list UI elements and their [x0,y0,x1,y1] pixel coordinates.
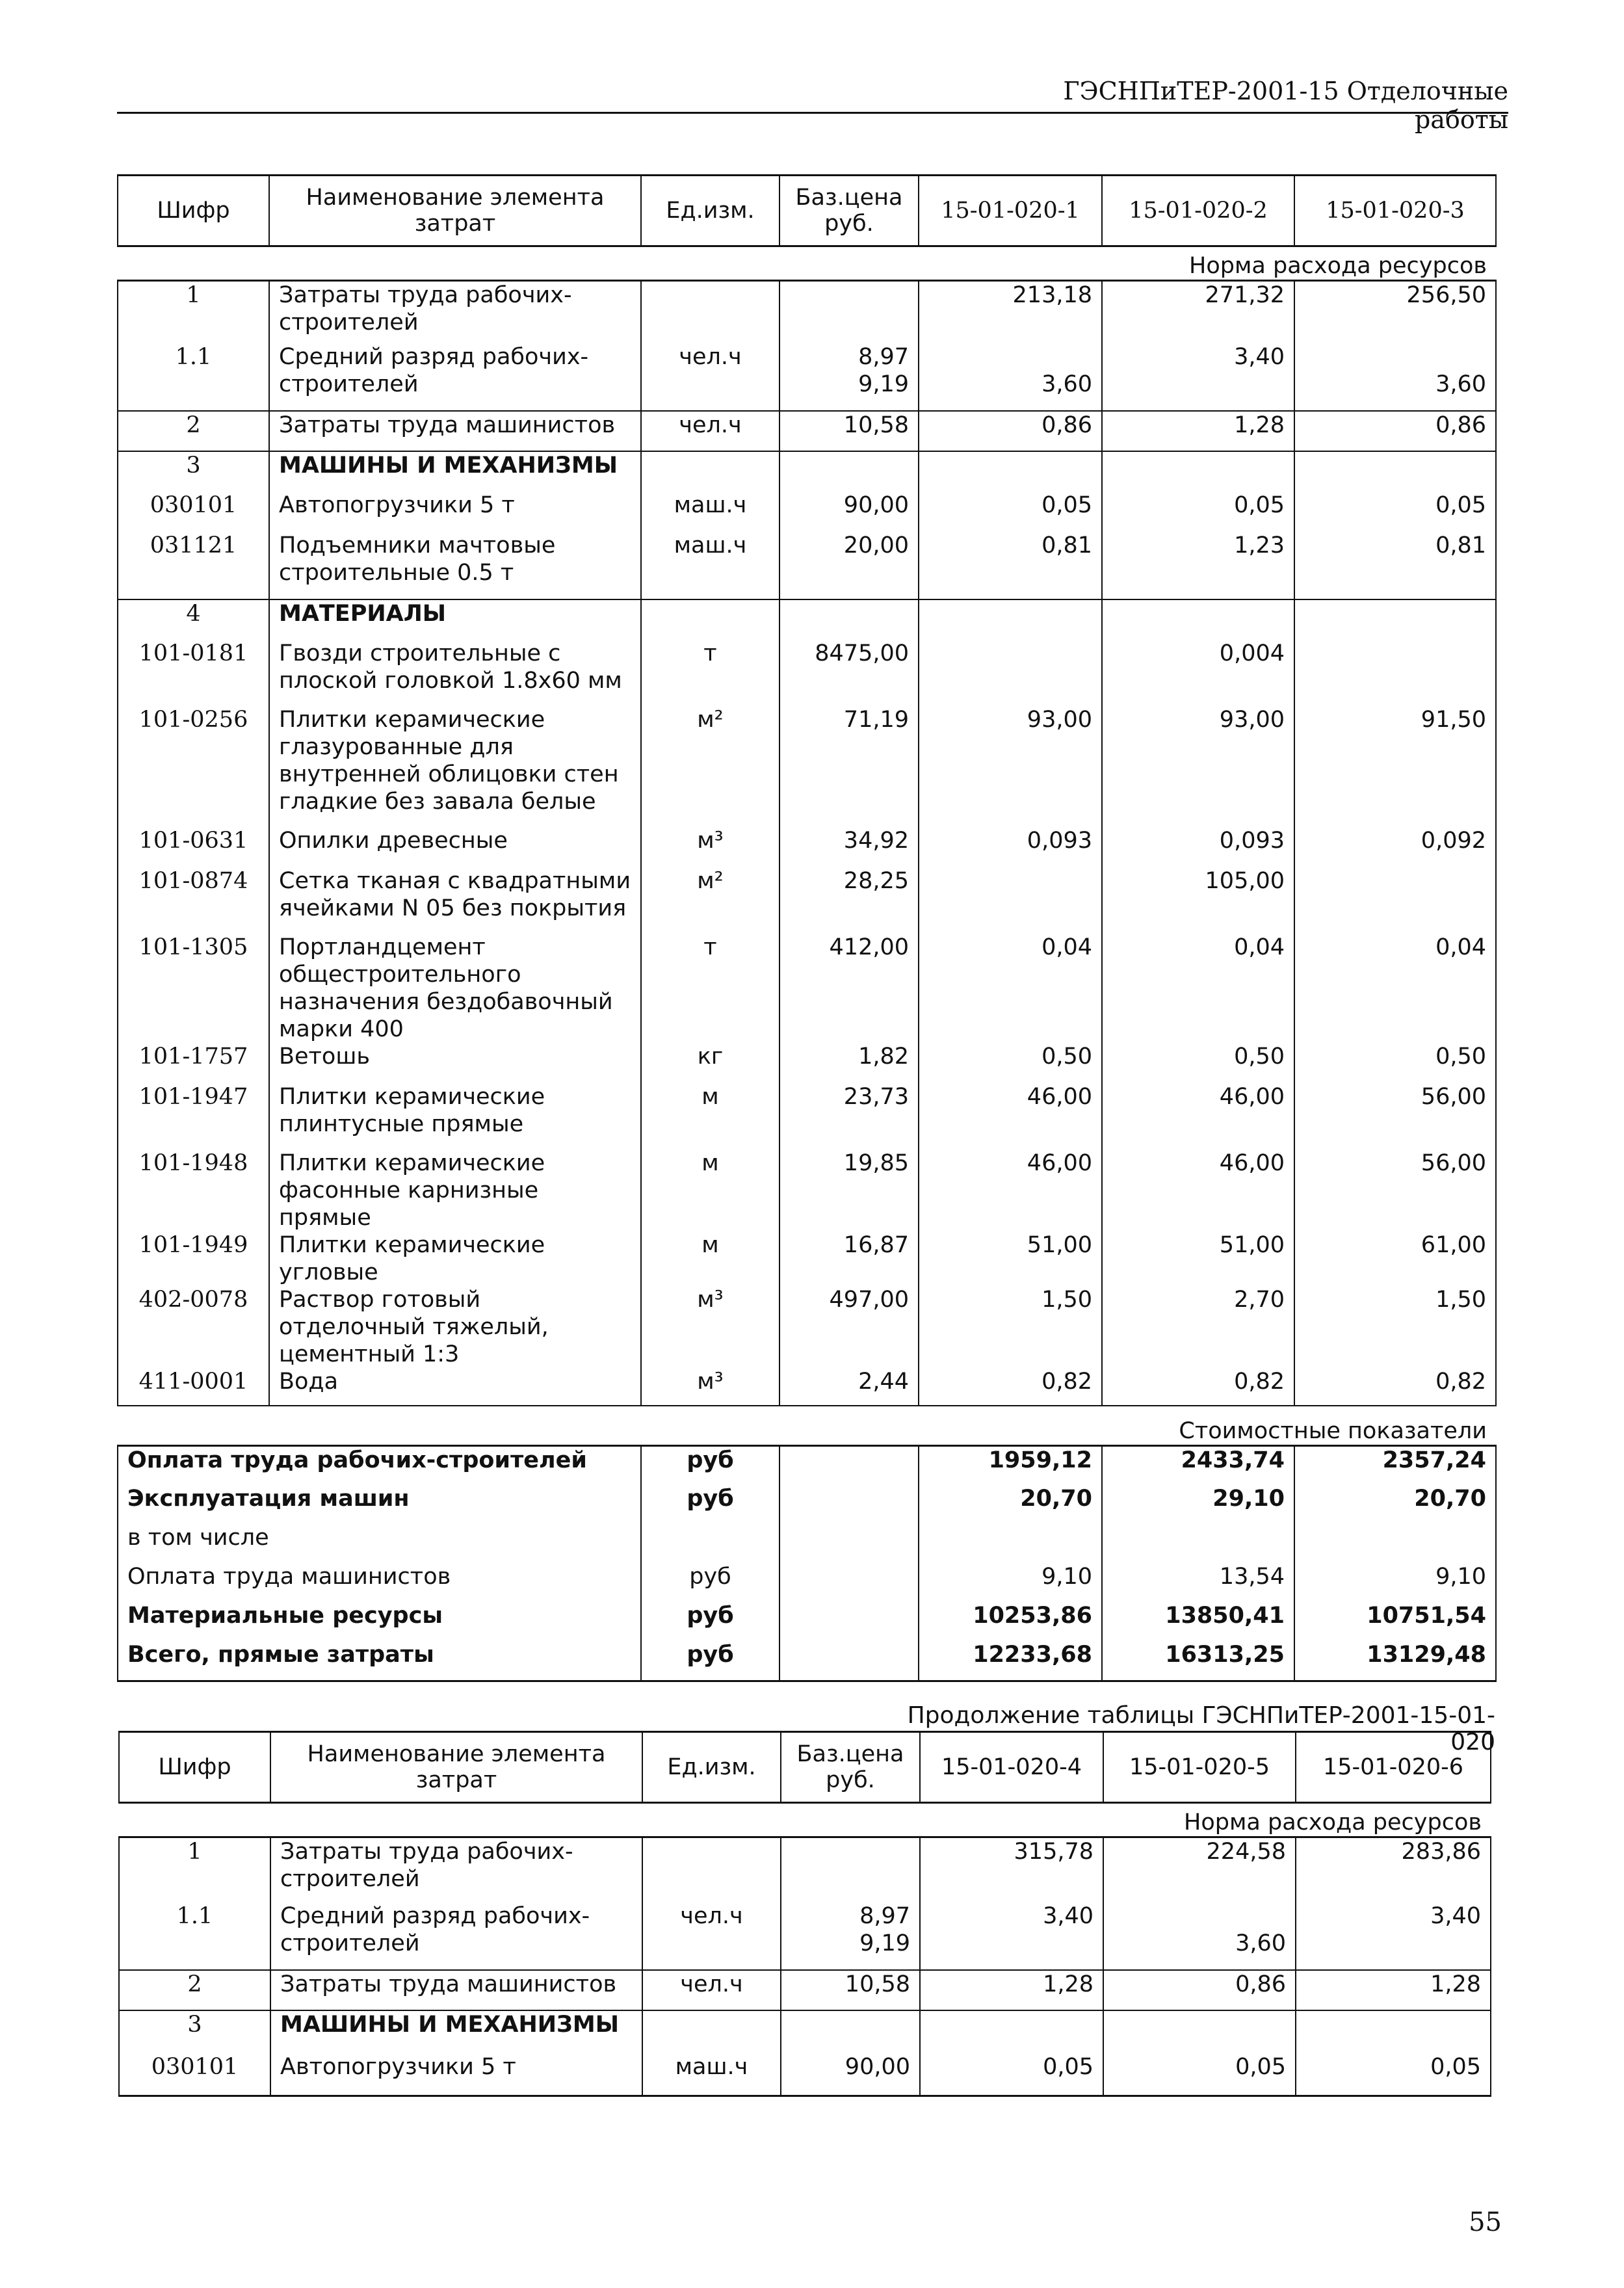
row-value-3 [1294,640,1496,706]
table-row [119,2053,1491,2096]
row-unit: м [641,1083,779,1150]
row-name: Средний разряд рабочих-строителей [270,1902,642,1970]
summary-value-2: 13,54 [1102,1563,1294,1602]
row-price: 23,73 [779,1083,919,1150]
value-text: 3,60 [1041,371,1092,397]
row-unit: чел.ч [641,411,779,451]
row-code: 101-1949 [118,1231,269,1286]
price-line-2: 9,19 [858,371,909,397]
page-number: 55 [1469,2207,1502,2237]
section-code: 3 [118,451,269,492]
row-value-1: 315,78 [920,1837,1103,1902]
summary-value-1: 9,10 [919,1563,1102,1602]
row-name: Портландцемент общестроительного назначения бездобавочный марки 400 [269,934,641,1043]
section-title: МАШИНЫ И МЕХАНИЗМЫ [269,451,641,492]
row-code: 402-0078 [118,1286,269,1368]
row-unit [642,1837,781,1902]
row-unit: м² [641,867,779,934]
row-code: 031121 [118,532,269,599]
row-price: 10,58 [779,411,919,451]
row-unit [641,281,779,343]
section-row [118,451,1496,492]
resource-norms-continuation-table [118,1731,1491,2097]
row-value-2 [1103,1902,1296,1970]
section-title: МАТЕРИАЛЫ [269,599,641,640]
column-header: Ед.изм. [641,176,779,246]
row-name: Плитки керамические плинтусные прямые [269,1083,641,1150]
column-header: Шифр [118,176,269,246]
row-value-1: 93,00 [919,706,1102,827]
section-row [119,2010,1491,2053]
column-header: Наименование элемента затрат [270,1732,642,1803]
summary-value-3: 20,70 [1294,1485,1496,1524]
summary-value-2: 2433,74 [1102,1446,1294,1485]
summary-row [118,1524,1496,1563]
section-label-row [119,1803,1491,1837]
table-row [118,343,1496,411]
row-code: 1 [119,1837,270,1902]
column-header: 15-01-020-4 [920,1732,1103,1803]
row-price [779,281,919,343]
table-row [118,532,1496,599]
row-price: 28,25 [779,867,919,934]
row-unit: т [641,640,779,706]
row-unit: чел.ч [642,1902,781,1970]
column-header: 15-01-020-6 [1296,1732,1491,1803]
summary-value-3: 2357,24 [1294,1446,1496,1485]
continuation-title: Продолжение таблицы ГЭСНПиТЕР-2001-15-01-020 [907,1702,1495,1755]
page-header-title: ГЭСНПиТЕР-2001-15 Отделочные работы [1063,77,1508,134]
row-price: 19,85 [779,1150,919,1231]
row-name: Плитки керамические глазурованные для внутренней облицовки стен гладкие без завала белые [269,706,641,827]
header-rule [117,112,1508,114]
row-value-1: 1,28 [920,1970,1103,2010]
summary-row [118,1446,1496,1485]
row-name: Автопогрузчики 5 т [270,2053,642,2096]
row-code: 101-1757 [118,1043,269,1083]
summary-unit: руб [641,1641,779,1681]
row-price [781,1902,920,1970]
row-unit: маш.ч [641,492,779,532]
table-row [119,1837,1491,1902]
row-code: 101-0631 [118,827,269,867]
row-code: 1 [118,281,269,343]
row-unit: м² [641,706,779,827]
section-code: 3 [119,2010,270,2053]
row-code: 101-0256 [118,706,269,827]
column-header: 15-01-020-2 [1102,176,1294,246]
row-value-1 [919,867,1102,934]
summary-label: Эксплуатация машин [118,1485,641,1524]
row-price: 90,00 [781,2053,920,2096]
summary-row [118,1563,1496,1602]
table-row [118,1150,1496,1231]
column-header: 15-01-020-3 [1294,176,1496,246]
row-value-3: 0,82 [1294,1368,1496,1406]
table-row [118,1043,1496,1083]
row-code: 2 [118,411,269,451]
row-code: 1.1 [118,343,269,411]
row-value-2: 0,004 [1102,640,1294,706]
row-value-3: 0,05 [1294,492,1496,532]
row-value-1: 0,81 [919,532,1102,599]
row-value-1: 46,00 [919,1150,1102,1231]
summary-value-1: 1959,12 [919,1446,1102,1485]
row-name: Средний разряд рабочих-строителей [269,343,641,411]
row-unit: м [641,1231,779,1286]
summary-unit [641,1524,779,1563]
summary-value-2: 16313,25 [1102,1641,1294,1681]
row-value-2: 0,82 [1102,1368,1294,1406]
norm-label: Норма расхода ресурсов [118,246,1496,281]
row-value-1: 51,00 [919,1231,1102,1286]
price-line: 8,97 [858,343,909,370]
resource-norms-table [117,174,1497,1682]
row-price: 412,00 [779,934,919,1043]
row-unit: кг [641,1043,779,1083]
column-header: Наименование элемента затрат [269,176,641,246]
summary-label: Оплата труда рабочих-строителей [118,1446,641,1485]
row-value-3 [1294,343,1496,411]
table-row [118,1083,1496,1150]
row-value-3: 1,28 [1296,1970,1491,2010]
row-value-2: 271,32 [1102,281,1294,343]
row-code: 101-1305 [118,934,269,1043]
row-value-3: 56,00 [1294,1083,1496,1150]
row-value-1: 213,18 [919,281,1102,343]
row-name: Гвозди строительные с плоской головкой 1.8х60 мм [269,640,641,706]
summary-value-2 [1102,1524,1294,1563]
row-name: Затраты труда машинистов [269,411,641,451]
row-price [781,1837,920,1902]
row-value-3: 0,50 [1294,1043,1496,1083]
summary-value-2: 29,10 [1102,1485,1294,1524]
table-header-row [119,1732,1491,1803]
row-value-1 [920,1902,1103,1970]
row-name: Затраты труда машинистов [270,1970,642,2010]
row-name: Подъемники мачтовые строительные 0.5 т [269,532,641,599]
row-unit: м [641,1150,779,1231]
table-row [118,827,1496,867]
summary-value-1: 20,70 [919,1485,1102,1524]
summary-row [118,1641,1496,1681]
row-value-2: 224,58 [1103,1837,1296,1902]
row-value-3: 56,00 [1294,1150,1496,1231]
row-price: 2,44 [779,1368,919,1406]
summary-row [118,1485,1496,1524]
summary-value-1: 10253,86 [919,1602,1102,1641]
row-value-3: 61,00 [1294,1231,1496,1286]
column-header: Баз.цена руб. [779,176,919,246]
row-value-2: 0,05 [1103,2053,1296,2096]
row-name: Плитки керамические фасонные карнизные прямые [269,1150,641,1231]
summary-label: в том числе [118,1524,641,1563]
row-value-1: 0,05 [919,492,1102,532]
row-value-1: 0,50 [919,1043,1102,1083]
column-header: Шифр [119,1732,270,1803]
row-value-3: 0,05 [1296,2053,1491,2096]
row-unit: маш.ч [642,2053,781,2096]
row-value-2: 46,00 [1102,1083,1294,1150]
section-label-row [118,1406,1496,1446]
table-row [118,1368,1496,1406]
row-name: Затраты труда рабочих-строителей [269,281,641,343]
row-value-1: 0,04 [919,934,1102,1043]
row-value-3: 0,86 [1294,411,1496,451]
summary-label: Оплата труда машинистов [118,1563,641,1602]
table-row [118,1286,1496,1368]
summary-value-3: 10751,54 [1294,1602,1496,1641]
row-name: Плитки керамические угловые [269,1231,641,1286]
cost-label: Стоимостные показатели [118,1406,1496,1446]
row-value-2: 0,50 [1102,1043,1294,1083]
row-value-1: 1,50 [919,1286,1102,1368]
row-unit: маш.ч [641,532,779,599]
row-value-2: 0,86 [1103,1970,1296,2010]
summary-value-3: 9,10 [1294,1563,1496,1602]
row-value-2: 0,093 [1102,827,1294,867]
row-price: 90,00 [779,492,919,532]
summary-label: Всего, прямые затраты [118,1641,641,1681]
summary-value-2: 13850,41 [1102,1602,1294,1641]
summary-value-3: 13129,48 [1294,1641,1496,1681]
row-value-2: 0,05 [1102,492,1294,532]
row-unit: чел.ч [641,343,779,411]
row-price: 34,92 [779,827,919,867]
row-value-3: 1,50 [1294,1286,1496,1368]
row-code: 2 [119,1970,270,2010]
row-value-1: 0,093 [919,827,1102,867]
row-value-2: 51,00 [1102,1231,1294,1286]
table-row [118,706,1496,827]
table-header-row [118,176,1496,246]
row-value-1: 0,82 [919,1368,1102,1406]
price-line-2: 9,19 [859,1930,910,1956]
row-unit: чел.ч [642,1970,781,2010]
row-price: 1,82 [779,1043,919,1083]
summary-unit: руб [641,1563,779,1602]
row-unit: м³ [641,1286,779,1368]
row-value-2: 105,00 [1102,867,1294,934]
value-text: 3,60 [1435,371,1486,397]
row-value-1: 0,86 [919,411,1102,451]
summary-row [118,1602,1496,1641]
row-unit: м³ [641,1368,779,1406]
row-name: Раствор готовый отделочный тяжелый, цементный 1:3 [269,1286,641,1368]
summary-label: Материальные ресурсы [118,1602,641,1641]
row-value-3 [1294,867,1496,934]
table-row [118,1231,1496,1286]
table-row [118,281,1496,343]
value-text: 3,60 [1235,1930,1286,1956]
row-value-2: 1,28 [1102,411,1294,451]
column-header: 15-01-020-5 [1103,1732,1296,1803]
row-name: Сетка тканая с квадратными ячейками N 05 без покрытия [269,867,641,934]
section-row [118,599,1496,640]
price-line: 8,97 [859,1902,910,1929]
summary-unit: руб [641,1446,779,1485]
summary-unit: руб [641,1602,779,1641]
value-text: 3,40 [1234,343,1285,370]
row-code: 101-1948 [118,1150,269,1231]
row-code: 101-0181 [118,640,269,706]
summary-value-1: 12233,68 [919,1641,1102,1681]
row-price: 16,87 [779,1231,919,1286]
table-row [118,867,1496,934]
row-code: 101-0874 [118,867,269,934]
row-value-2 [1102,343,1294,411]
row-value-2: 93,00 [1102,706,1294,827]
row-code: 101-1947 [118,1083,269,1150]
row-code: 030101 [118,492,269,532]
row-code: 030101 [119,2053,270,2096]
row-value-1 [919,640,1102,706]
row-value-3: 0,04 [1294,934,1496,1043]
row-code: 1.1 [119,1902,270,1970]
row-value-3: 283,86 [1296,1837,1491,1902]
row-price: 10,58 [781,1970,920,2010]
row-value-2: 1,23 [1102,532,1294,599]
summary-unit: руб [641,1485,779,1524]
row-value-1: 0,05 [920,2053,1103,2096]
row-value-3 [1296,1902,1491,1970]
norm-label: Норма расхода ресурсов [119,1803,1491,1837]
table-row [118,411,1496,451]
summary-value-3 [1294,1524,1496,1563]
section-code: 4 [118,599,269,640]
row-value-3: 0,092 [1294,827,1496,867]
table-row [119,1902,1491,1970]
row-price [779,343,919,411]
row-value-1 [919,343,1102,411]
row-value-2: 46,00 [1102,1150,1294,1231]
row-value-2: 2,70 [1102,1286,1294,1368]
row-name: Затраты труда рабочих-строителей [270,1837,642,1902]
table-row [118,934,1496,1043]
column-header: 15-01-020-1 [919,176,1102,246]
row-value-3: 91,50 [1294,706,1496,827]
table-row [118,640,1496,706]
section-label-row [118,246,1496,281]
row-price: 20,00 [779,532,919,599]
row-value-3: 256,50 [1294,281,1496,343]
row-value-2: 0,04 [1102,934,1294,1043]
value-text: 3,40 [1430,1902,1481,1929]
row-name: Автопогрузчики 5 т [269,492,641,532]
row-price: 8475,00 [779,640,919,706]
row-name: Опилки древесные [269,827,641,867]
section-title: МАШИНЫ И МЕХАНИЗМЫ [270,2010,642,2053]
row-unit: м³ [641,827,779,867]
row-value-1: 46,00 [919,1083,1102,1150]
row-code: 411-0001 [118,1368,269,1406]
row-price: 71,19 [779,706,919,827]
summary-value-1 [919,1524,1102,1563]
row-value-3: 0,81 [1294,532,1496,599]
value-text: 3,40 [1043,1902,1094,1929]
column-header: Ед.изм. [642,1732,781,1803]
row-name: Вода [269,1368,641,1406]
row-price: 497,00 [779,1286,919,1368]
column-header: Баз.цена руб. [781,1732,920,1803]
row-name: Ветошь [269,1043,641,1083]
table-row [119,1970,1491,2010]
table-row [118,492,1496,532]
row-unit: т [641,934,779,1043]
